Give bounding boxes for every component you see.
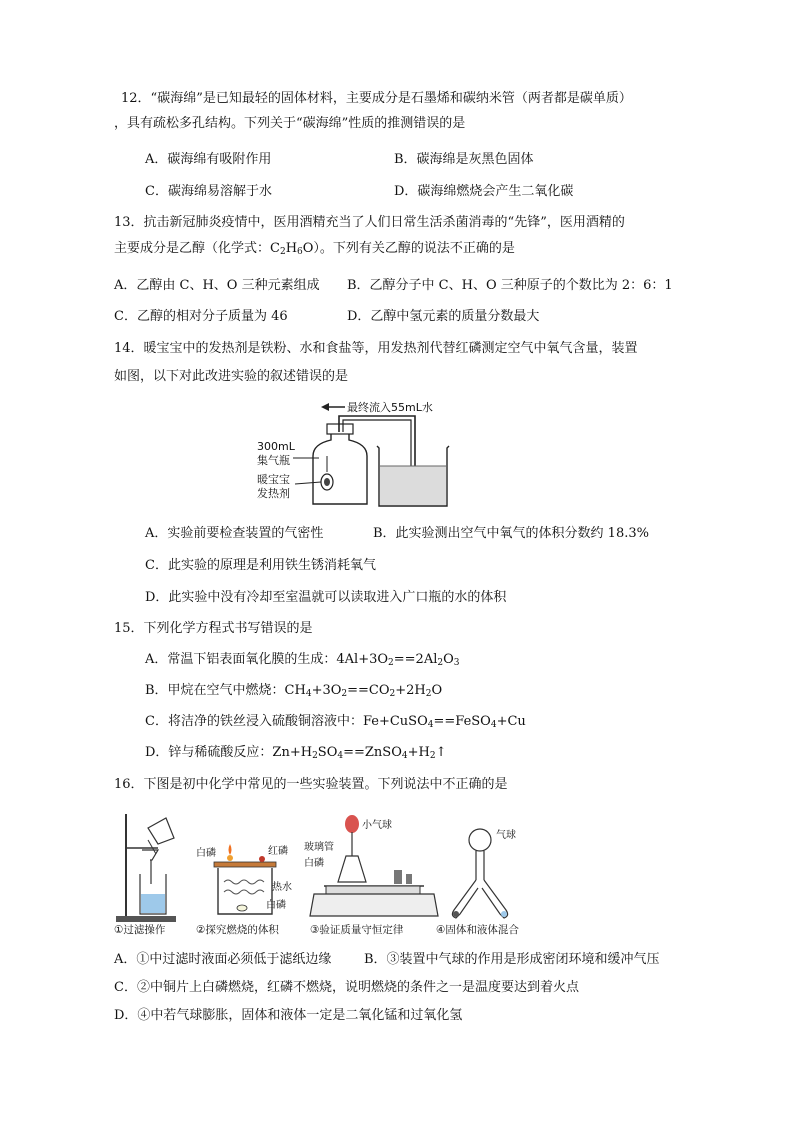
q14-option-c: C．此实验的原理是利用铁生锈消耗氧气 — [145, 558, 376, 573]
q12-option-c: C．碳海绵易溶解于水 — [145, 184, 272, 199]
mass-conservation-apparatus — [304, 815, 438, 936]
q13-option-b: B．乙醇分子中 C、H、O 三种原子的个数比为 2：6：1 — [347, 278, 673, 293]
combustion-apparatus — [196, 844, 292, 936]
q12-option-a: A．碳海绵有吸附作用 — [145, 152, 272, 167]
q16-stem: 16．下图是初中化学中常见的一些实验装置。下列说法中不正确的是 — [114, 777, 508, 792]
q13-stem-line2: 主要成分是乙醇（化学式：$C_2H_6O$）。下列有关乙醇的说法不正确的是 — [114, 241, 515, 257]
q13-stem-line1: 13．抗击新冠肺炎疫情中，医用酒精充当了人们日常生活杀菌消毒的“先锋”，医用酒精的 — [114, 215, 625, 230]
q16-fig-caption-4: ④固体和液体混合 — [436, 924, 519, 936]
q14-fig-label-jar: 集气瓶 — [257, 454, 290, 467]
q16-fig-label-honglin: 红磷 — [268, 846, 288, 857]
q15-option-b: B．甲烷在空气中燃烧：$CH_4+3O_2==CO_2+2H_2O$ — [145, 683, 443, 699]
q16-option-c: C．②中铜片上白磷燃烧，红磷不燃烧，说明燃烧的条件之一是温度要达到着火点 — [114, 980, 579, 995]
q14-option-d: D．此实验中没有冷却至室温就可以读取进入广口瓶的水的体积 — [145, 590, 507, 605]
q12-stem-line1: 12．“碳海绵”是已知最轻的固体材料，主要成分是石墨烯和碳纳米管（两者都是碳单质） — [121, 91, 632, 106]
q14-fig-arrow-label: 最终流入55mL水 — [347, 401, 433, 414]
q16-fig-label-baolin2: 白磷 — [266, 900, 286, 911]
q16-fig-caption-2: ②探究燃烧的体积 — [196, 924, 279, 936]
q14-stem-line2: 如图，以下对此改进实验的叙述错误的是 — [114, 369, 349, 384]
q14-apparatus-figure — [255, 394, 465, 510]
q14-option-a: A．实验前要检查装置的气密性 — [145, 526, 324, 541]
q16-fig-label-reshui: 热水 — [272, 882, 292, 893]
q16-option-d: D．④中若气球膨胀，固体和液体一定是二氧化锰和过氧化氢 — [114, 1008, 463, 1023]
q12-option-d: D．碳海绵燃烧会产生二氧化碳 — [394, 184, 574, 199]
q16-fig-label-qiqiu: 气球 — [496, 830, 516, 841]
q15-option-c: C．将洁净的铁丝浸入硫酸铜溶液中：Fe+CuSO$_4$==FeSO$_4$+Cu — [145, 714, 526, 730]
q14-fig-label-nuanbaobao: 暖宝宝 — [257, 473, 290, 486]
q16-fig-label-baolin1: 白磷 — [196, 848, 216, 859]
q16-fig-caption-3: ③验证质量守恒定律 — [310, 924, 404, 936]
q15-option-a: A．常温下铝表面氧化膜的生成：$4Al+3O_2==2Al_2O_3$ — [145, 652, 460, 668]
q16-fig-label-boliguan: 玻璃管 — [304, 842, 334, 853]
q14-stem-line1: 14．暖宝宝中的发热剂是铁粉、水和食盐等，用发热剂代替红磷测定空气中氧气含量，装置 — [114, 341, 638, 356]
q15-stem: 15．下列化学方程式书写错误的是 — [114, 621, 313, 636]
q14-option-b: B．此实验测出空气中氧气的体积分数约 18.3% — [373, 526, 649, 541]
q12-option-b: B．碳海绵是灰黑色固体 — [394, 152, 534, 167]
q13-option-c: C．乙醇的相对分子质量为 46 — [114, 309, 288, 324]
solid-liquid-apparatus — [436, 828, 519, 936]
q16-fig-caption-1: ①过滤操作 — [114, 924, 166, 936]
q16-fig-label-xiaoqiqiu: 小气球 — [362, 820, 392, 831]
q14-fig-label-300ml: 300mL — [257, 440, 295, 453]
q16-fig-label-baolin3: 白磷 — [304, 858, 324, 869]
q15-option-d: D．锌与稀硫酸反应：$Zn+H_2SO_4==ZnSO_4+H_2↑$ — [145, 745, 447, 761]
q13-option-a: A．乙醇由 C、H、O 三种元素组成 — [114, 278, 320, 293]
q16-apparatus-figure — [114, 810, 534, 936]
q14-fig-label-heater: 发热剂 — [257, 487, 290, 500]
filtration-apparatus — [114, 814, 176, 936]
q12-stem-line2: ，具有疏松多孔结构。下列关于“碳海绵”性质的推测错误的是 — [114, 116, 466, 131]
q13-option-d: D．乙醇中氢元素的质量分数最大 — [347, 309, 540, 324]
q16-option-a: A．①中过滤时液面必须低于滤纸边缘 — [114, 952, 332, 967]
q16-option-b: B．③装置中气球的作用是形成密闭环境和缓冲气压 — [364, 952, 660, 967]
